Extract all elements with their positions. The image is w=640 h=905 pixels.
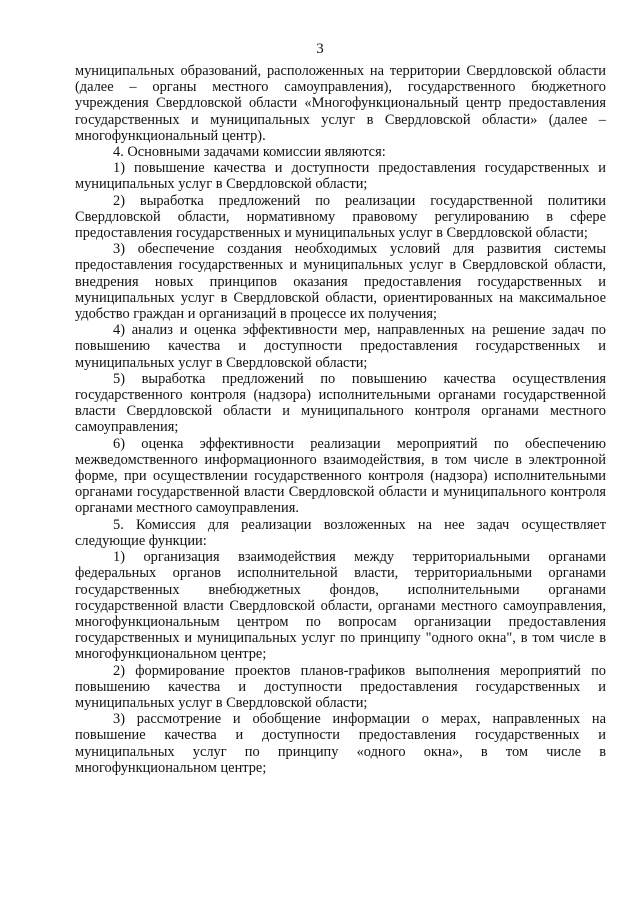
paragraph-task-1: 1) повышение качества и доступности предоставления государственных и муниципальных услуг в Свердловской области; — [75, 160, 606, 193]
paragraph-task-6: 6) оценка эффективности реализации мероприятий по обеспечению межведомственного информационного взаимодействия, в том числе в электронной форме, при осуществлении государственного контроля (надзора) исполнительными органами государственной власти Свердловской области и муниципального контроля органами местного самоуправления. — [75, 435, 606, 517]
paragraph-function-2: 2) формирование проектов планов-графиков выполнения мероприятий по повышению качества и доступности предоставления государственных и муниципальных услуг в Свердловской области; — [75, 662, 606, 711]
document-body — [75, 63, 606, 776]
paragraph-function-1: 1) организация взаимодействия между территориальными органами федеральных органов исполнительной власти, территориальными органами государственных внебюджетных фондов, исполнительными органами государственной власти Свердловской области, органами местного самоуправления, многофункциональным центром по вопросам организации предоставления государственных и муниципальных услуг по принципу "одного окна", в том числе в многофункциональном центре; — [75, 549, 606, 663]
paragraph-function-3: 3) рассмотрение и обобщение информации о мерах, направленных на повышение качества и доступности предоставления государственных и муниципальных услуг по принципу «одного окна», в том числе в многофункциональном центре; — [75, 711, 606, 776]
page-number: 3 — [316, 41, 324, 57]
paragraph-task-4: 4) анализ и оценка эффективности мер, направленных на решение задач по повышению качества и доступности предоставления государственных и муниципальных услуг в Свердловской области; — [75, 322, 606, 371]
paragraph-task-2: 2) выработка предложений по реализации государственной политики Свердловской области, нормативному правовому регулированию в сфере предоставления государственных и муниципальных услуг в Свердловской области; — [75, 192, 606, 242]
paragraph-section-4-heading: 4. Основными задачами комиссии являются: — [113, 144, 386, 161]
paragraph-task-3: 3) обеспечение создания необходимых условий для развития системы предоставления государственных и муниципальных услуг в Свердловской области, внедрения новых принципов оказания предоставления государственных и муниципальных услуг в Свердловской области, ориентированных на максимальное удобство граждан и организаций в процессе их получения; — [75, 241, 606, 323]
paragraph-task-5: 5) выработка предложений по повышению качества осуществления государственного контроля (надзора) исполнительными органами государственной власти Свердловской области и муниципального контроля органами местного самоуправления; — [75, 370, 606, 436]
paragraph-section-5-heading: 5. Комиссия для реализации возложенных на нее задач осуществляет следующие функции: — [75, 516, 606, 549]
paragraph-continuation: муниципальных образований, расположенных на территории Свердловской области (далее – органы местного самоуправления), государственного бюджетного учреждения Свердловской области «Многофункциональный центр предоставления государственных и муниципальных услуг в Свердловской области» (далее – многофункциональный центр). — [75, 63, 606, 144]
